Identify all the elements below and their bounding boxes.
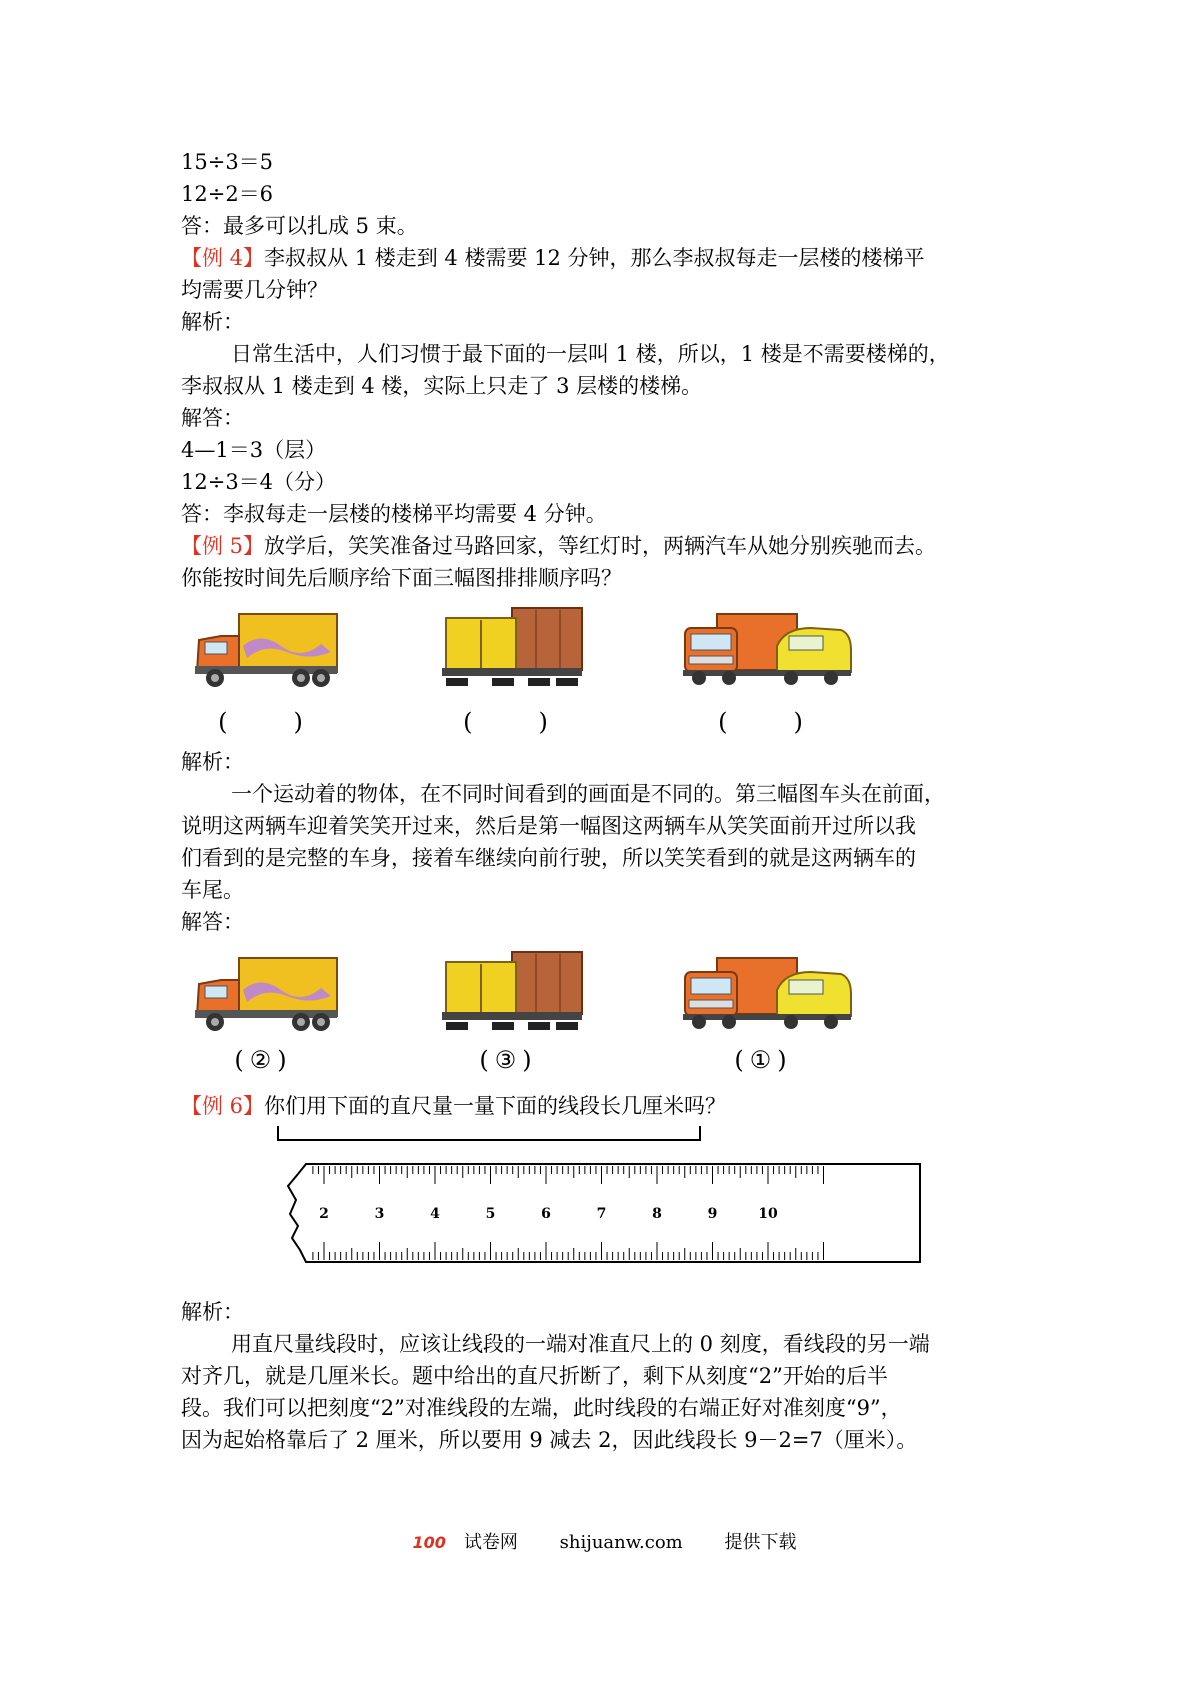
truck-rear-image [436,606,611,691]
analysis-text: 段。我们可以把刻度“2”对准线段的左端，此时线段的右端正好对准刻度“9”， [181,1396,902,1420]
answer-label: 解答： [181,910,244,934]
ruler-number-label: 6 [541,1206,551,1222]
document-body [181,146,1011,1456]
truck-rear-image [436,950,611,1035]
answer-paren-3: (①) [734,1046,793,1074]
example-4-tag: 【例 4】 [181,246,265,270]
analysis-text: 车尾。 [181,878,244,902]
truck-side-image [191,950,366,1035]
example-6-question [181,1090,1011,1122]
example-5-tag: 【例 5】 [181,534,265,558]
blank-paren-3: ( ) [718,708,809,736]
analysis-text: 对齐几，就是几厘米长。题中给出的直尺折断了，剩下从刻度“2”开始的后半 [181,1364,888,1388]
ruler-number-label: 4 [430,1206,440,1222]
truck-pictures-question [181,606,1011,746]
page-footer [0,1528,1191,1554]
answer-line: 答：最多可以扎成 5 束。 [181,214,418,238]
analysis-text: 李叔叔从 1 楼走到 4 楼，实际上只走了 3 层楼的楼梯。 [181,374,703,398]
ruler-number-label: 10 [758,1206,778,1222]
answer-line: 答：李叔每走一层楼的楼梯平均需要 4 分钟。 [181,502,607,526]
line-segment [278,1126,700,1140]
calc-line: 15÷3＝5 [181,150,274,174]
analysis-label: 解析： [181,1300,244,1324]
analysis-text: 因为起始格靠后了 2 厘米，所以要用 9 减去 2，因此线段长 9－2=7（厘米）。 [181,1428,918,1452]
ruler-number-label: 8 [652,1206,662,1222]
footer-site-name: 试卷网 [463,1532,518,1553]
ruler-number-label: 5 [485,1206,496,1222]
footer-domain[interactable]: shijuanw.com [559,1532,683,1553]
blank-paren-1: ( ) [218,708,309,736]
ruler-figure [181,1126,1011,1296]
example-4-question-cont: 均需要几分钟？ [181,278,328,302]
truck-pictures-answer [181,950,1011,1090]
footer-logo [395,1532,518,1553]
answer-label: 解答： [181,406,244,430]
truck-front-image [681,950,856,1035]
truck-side-image [191,606,366,691]
calc-line: 12÷3＝4（分） [181,470,337,494]
analysis-text: 们看到的是完整的车身，接着车继续向前行驶，所以笑笑看到的就是这两辆车的 [181,846,916,870]
footer-note: 提供下载 [724,1532,797,1553]
analysis-text: 用直尺量线段时，应该让线段的一端对准直尺上的 0 刻度，看线段的另一端 [231,1332,930,1356]
truck-front-image [681,606,856,691]
ruler-number-label: 3 [374,1206,385,1222]
blank-paren-2: ( ) [463,708,554,736]
analysis-text: 一个运动着的物体，在不同时间看到的画面是不同的。第三幅图车头在前面， [231,782,945,806]
example-5-question [181,530,1011,562]
ruler-number-label: 9 [707,1206,718,1222]
example-4-question [181,242,1011,274]
answer-paren-2: (③) [479,1046,538,1074]
ruler-number-label: 2 [319,1206,329,1222]
calc-line: 4—1＝3（层） [181,438,327,462]
analysis-text: 日常生活中，人们习惯于最下面的一层叫 1 楼，所以，1 楼是不需要楼梯的， [231,342,950,366]
analysis-label: 解析： [181,750,244,774]
analysis-label: 解析： [181,310,244,334]
example-6-tag: 【例 6】 [181,1094,265,1118]
ruler-number-label: 7 [596,1206,607,1222]
example-5-question-cont: 你能按时间先后顺序给下面三幅图排排顺序吗？ [181,566,622,590]
calc-line: 12÷2＝6 [181,182,274,206]
answer-paren-1: (②) [234,1046,293,1074]
logo-100-icon: 100 [412,1533,446,1552]
example-5-text: 放学后，笑笑准备过马路回家，等红灯时，两辆汽车从她分别疾驰而去。 [264,534,937,558]
ruler-svg [276,1126,936,1296]
example-6-text: 你们用下面的直尺量一量下面的线段长几厘米吗？ [264,1094,727,1118]
analysis-text: 说明这两辆车迎着笑笑开过来，然后是第一幅图这两辆车从笑笑面前开过所以我 [181,814,916,838]
example-4-text: 李叔叔从 1 楼走到 4 楼需要 12 分钟，那么李叔叔每走一层楼的楼梯平 [264,246,925,270]
